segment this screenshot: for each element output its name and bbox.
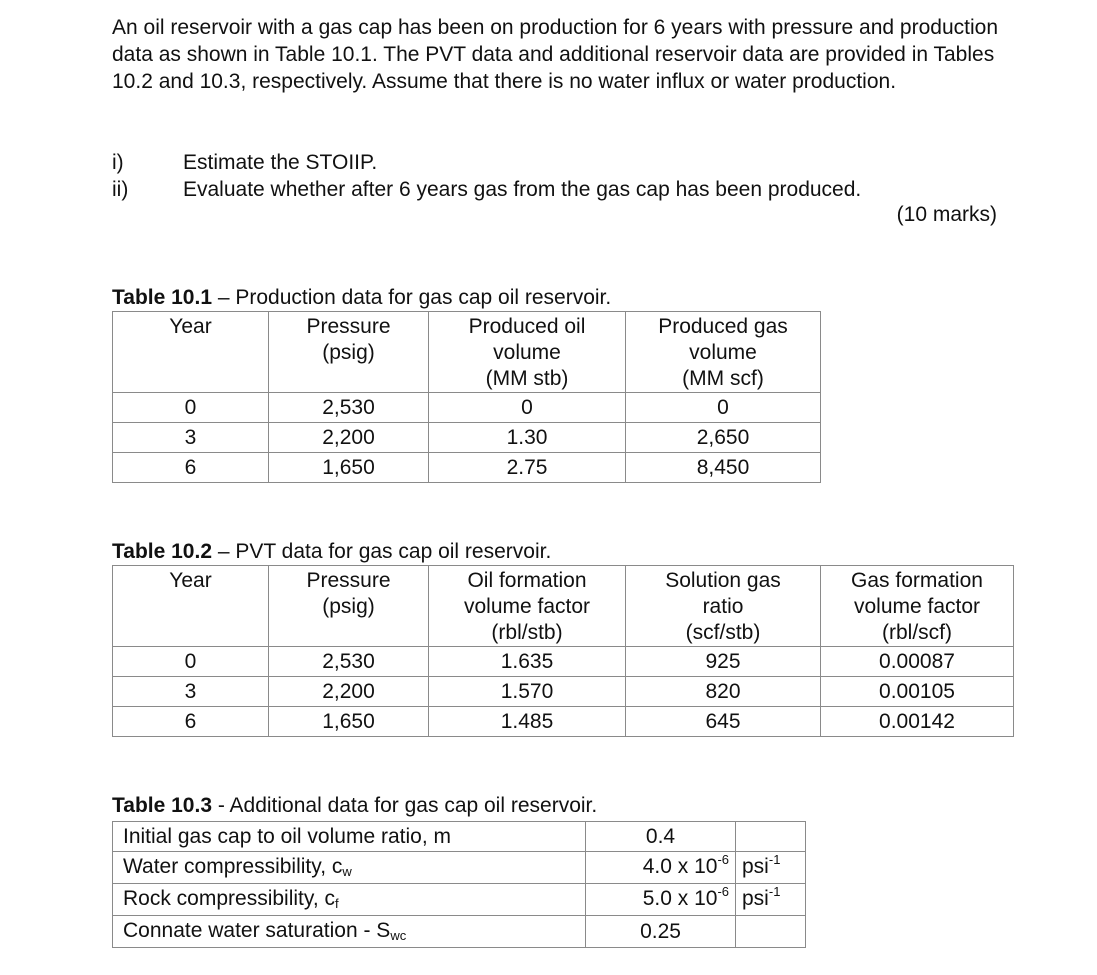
column-header-line: (psig): [322, 341, 375, 364]
parameter-label: [113, 852, 586, 884]
column-header: [821, 566, 1014, 647]
table-cell: 925: [626, 647, 821, 677]
table-cell: 1.485: [429, 707, 626, 737]
table-row: [113, 453, 821, 483]
table-cell: 8,450: [626, 453, 821, 483]
parameter-value: [586, 916, 736, 948]
question-number: ii): [112, 178, 129, 201]
question-number: i): [112, 151, 124, 174]
pvt-data-table: [112, 565, 1014, 737]
table-cell: 1.30: [429, 423, 626, 453]
column-header: [269, 312, 429, 393]
header-row: [113, 566, 1014, 647]
table-cell: 0: [626, 393, 821, 423]
column-header-line: Year: [169, 315, 212, 338]
column-header-line: (rbl/scf): [882, 621, 952, 644]
column-header-line: Solution gas: [665, 569, 781, 592]
table-cell: 0: [429, 393, 626, 423]
parameter-label: [113, 916, 586, 948]
question-list: [112, 149, 997, 230]
table-cell: 2.75: [429, 453, 626, 483]
value-exponent: -6: [717, 852, 729, 867]
column-header-line: Pressure: [306, 315, 391, 338]
table3-caption-text: - Additional data for gas cap oil reservoir.: [212, 794, 598, 817]
column-header-line: volume factor: [463, 595, 591, 618]
table-cell: 0: [113, 393, 269, 423]
column-header-line: Produced gas: [658, 315, 788, 338]
table-cell: 2,200: [269, 677, 429, 707]
table-cell: 0.00105: [821, 677, 1014, 707]
parameter-label: [113, 884, 586, 916]
value-text: 4.0 x 10: [642, 855, 718, 878]
table-cell: 6: [113, 453, 269, 483]
value-text: 5.0 x 10: [642, 887, 718, 910]
table-row: [113, 677, 1014, 707]
column-header: [429, 312, 626, 393]
additional-data-table: [112, 821, 806, 948]
table-cell: 1.570: [429, 677, 626, 707]
parameter-subscript: w: [342, 864, 352, 879]
table-row: [113, 647, 1014, 677]
column-header-line: Produced oil: [468, 315, 586, 338]
table-cell: 3: [113, 423, 269, 453]
table-cell: 645: [626, 707, 821, 737]
column-header-line: Gas formation: [851, 569, 983, 592]
table-cell: 2,530: [269, 647, 429, 677]
column-header: [113, 312, 269, 393]
column-header-line: Oil formation: [467, 569, 587, 592]
table-cell: 0: [113, 647, 269, 677]
table-cell: 6: [113, 707, 269, 737]
table-row: [113, 822, 806, 852]
column-header: [269, 566, 429, 647]
problem-statement: An oil reservoir with a gas cap has been on production for 6 years with pressure and production data as shown in Table 10.1. The PVT data and additional reservoir data are provided in Tables 10.2 and 10.3, respectively. Assume that there is no water influx or water production.: [112, 16, 998, 93]
table1-caption: [112, 286, 611, 310]
parameter-subscript: wc: [390, 928, 407, 943]
table-cell: 1,650: [269, 453, 429, 483]
column-header-line: (MM scf): [682, 367, 764, 390]
question-item: [112, 176, 997, 203]
column-header-line: ratio: [702, 595, 744, 618]
unit-exponent: -1: [768, 884, 781, 899]
parameter-name: Initial gas cap to oil volume ratio, m: [123, 825, 451, 848]
header-row: [113, 312, 821, 393]
question-text: Evaluate whether after 6 years gas from the gas cap has been produced.: [183, 178, 862, 201]
table3-caption: [112, 794, 597, 818]
table-row: [113, 852, 806, 884]
table-row: [113, 916, 806, 948]
parameter-name: Rock compressibility, c: [123, 887, 335, 910]
column-header-line: volume: [493, 341, 561, 364]
table2-caption-text: – PVT data for gas cap oil reservoir.: [212, 540, 552, 563]
table-row: [113, 423, 821, 453]
table-cell: 0.00142: [821, 707, 1014, 737]
question-text: Estimate the STOIIP.: [183, 151, 378, 174]
column-header-line: Pressure: [306, 569, 391, 592]
marks-label: (10 marks): [896, 203, 997, 226]
column-header-line: Year: [169, 569, 212, 592]
table-cell: 2,650: [626, 423, 821, 453]
column-header-line: volume factor: [853, 595, 981, 618]
unit-exponent: -1: [768, 852, 781, 867]
parameter-subscript: f: [335, 896, 339, 911]
table-cell: 820: [626, 677, 821, 707]
column-header-line: (psig): [322, 595, 375, 618]
unit-text: psi: [742, 855, 769, 878]
table-cell: 1.635: [429, 647, 626, 677]
column-header: [626, 566, 821, 647]
column-header: [113, 566, 269, 647]
production-data-table: [112, 311, 821, 483]
parameter-unit: [736, 884, 806, 916]
table-cell: 1,650: [269, 707, 429, 737]
table-cell: 0.00087: [821, 647, 1014, 677]
parameter-label: [113, 822, 586, 852]
question-item: [112, 149, 997, 176]
parameter-name: Connate water saturation - S: [123, 919, 391, 942]
table-cell: 2,530: [269, 393, 429, 423]
table1-caption-number: Table 10.1: [112, 286, 212, 309]
unit-text: psi: [742, 887, 769, 910]
column-header-line: (rbl/stb): [491, 621, 563, 644]
table-cell: 3: [113, 677, 269, 707]
value-exponent: -6: [717, 884, 729, 899]
column-header: [429, 566, 626, 647]
table-cell: 2,200: [269, 423, 429, 453]
table-row: [113, 707, 1014, 737]
value-text: 0.25: [640, 920, 681, 943]
column-header-line: volume: [689, 341, 757, 364]
parameter-unit: [736, 822, 806, 852]
value-text: 0.4: [645, 825, 676, 848]
table-row: [113, 884, 806, 916]
parameter-unit: [736, 852, 806, 884]
column-header-line: (scf/stb): [685, 621, 761, 644]
parameter-value: [586, 822, 736, 852]
table2-caption-number: Table 10.2: [112, 540, 212, 563]
parameter-unit: [736, 916, 806, 948]
table3-caption-number: Table 10.3: [112, 794, 212, 817]
parameter-name: Water compressibility, c: [123, 855, 343, 878]
column-header-line: (MM stb): [485, 367, 569, 390]
parameter-value: [586, 884, 736, 916]
table-row: [113, 393, 821, 423]
table1-caption-text: – Production data for gas cap oil reservoir.: [212, 286, 612, 309]
parameter-value: [586, 852, 736, 884]
column-header: [626, 312, 821, 393]
table2-caption: [112, 540, 551, 564]
